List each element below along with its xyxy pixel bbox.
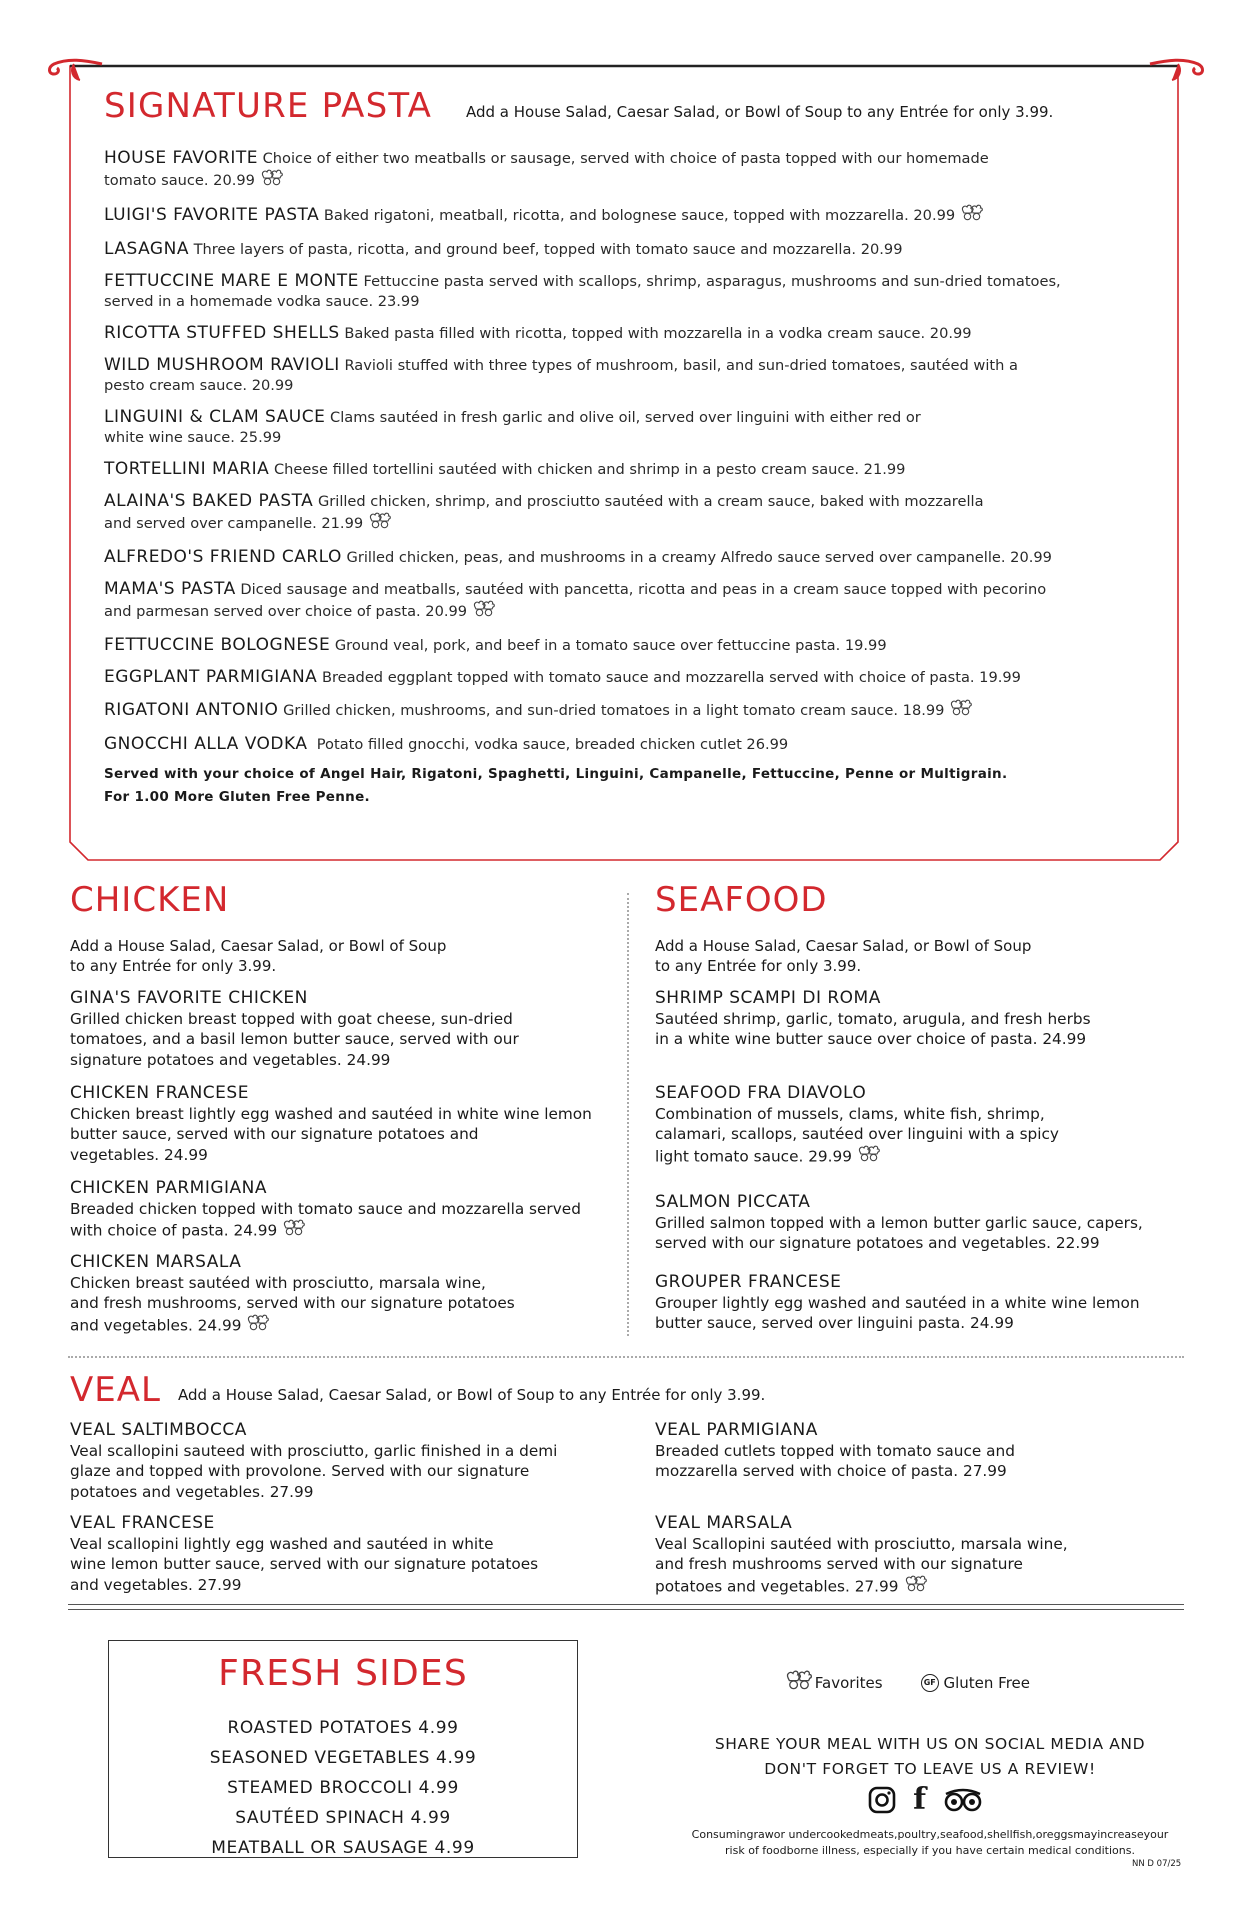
note-line: Add a House Salad, Caesar Salad, or Bowl of Soup <box>655 937 1032 955</box>
item-name: CHICKEN MARSALA <box>70 1252 242 1272</box>
pasta-choices: Served with your choice of Angel Hair, Rigatoni, Spaghetti, Linguini, Campanelle, Fettuccine, Penne or Multigrain. <box>104 766 1008 782</box>
menu-item <box>70 1083 592 1165</box>
legend-favorites: Favorites <box>814 1674 883 1692</box>
legend <box>788 1672 1030 1694</box>
favorite-chef-icon <box>247 1314 269 1338</box>
item-desc-2: pesto cream sauce. 20.99 <box>104 377 294 394</box>
double-rule <box>68 1604 1184 1610</box>
favorite-chef-icon <box>786 1670 812 1696</box>
menu-code: NN D 07/25 <box>1132 1859 1182 1869</box>
item-name: EGGPLANT PARMIGIANA <box>104 667 318 687</box>
menu-item <box>104 355 1134 396</box>
favorite-chef-icon <box>950 699 972 723</box>
item-desc-2: served in a homemade vodka sauce. 23.99 <box>104 293 420 310</box>
signature-pasta-list <box>104 148 1134 766</box>
item-desc: Baked rigatoni, meatball, ricotta, and bolognese sauce, topped with mozzarella. 20.99 <box>323 207 956 224</box>
item-desc: Grilled chicken, peas, and mushrooms in a creamy Alfredo sauce served over campanelle. 20.99 <box>346 549 1052 566</box>
item-desc: Choice of either two meatballs or sausage, served with choice of pasta topped with our homemade <box>262 150 989 167</box>
item-desc: Fettuccine pasta served with scallops, shrimp, asparagus, mushrooms and sun-dried tomatoes, <box>363 273 1061 290</box>
pasta-choice-note <box>104 763 1134 809</box>
item-desc-2: white wine sauce. 25.99 <box>104 429 282 446</box>
menu-item <box>70 1178 581 1243</box>
favorite-chef-icon <box>961 204 983 228</box>
item-name: LINGUINI & CLAM SAUCE <box>104 407 326 427</box>
instagram-icon[interactable] <box>868 1786 896 1814</box>
menu-item <box>104 579 1134 624</box>
item-name: FETTUCCINE BOLOGNESE <box>104 635 331 655</box>
legend-gluten-free: Gluten Free <box>943 1674 1030 1692</box>
item-name: VEAL FRANCESE <box>70 1513 215 1533</box>
item-desc: Grouper lightly egg washed and sautéed in a white wine lemon <box>655 1293 1140 1312</box>
section-divider <box>68 1356 1184 1358</box>
menu-item <box>104 407 1134 448</box>
item-desc: Clams sautéed in fresh garlic and olive oil, served over linguini with either red or <box>330 409 921 426</box>
menu-item <box>104 459 1134 480</box>
item-name: VEAL PARMIGIANA <box>655 1420 818 1440</box>
item-desc: Baked pasta filled with ricotta, topped with mozzarella in a vodka cream sauce. 20.99 <box>344 325 972 342</box>
item-desc: potatoes and vegetables. 27.99 <box>70 1482 314 1501</box>
item-name: CHICKEN FRANCESE <box>70 1083 249 1103</box>
left-flourish-icon <box>44 58 104 84</box>
item-desc-2: and parmesan served over choice of pasta. 20.99 <box>104 603 468 620</box>
menu-item <box>655 988 1091 1050</box>
item-name: LUIGI'S FAVORITE PASTA <box>104 205 320 225</box>
item-desc: and fresh mushrooms served with our signature <box>655 1555 1023 1573</box>
item-desc: Grilled salmon topped with a lemon butter garlic sauce, capers, <box>655 1213 1143 1232</box>
menu-item <box>104 667 1134 688</box>
menu-item <box>70 1420 557 1502</box>
menu-item <box>70 1252 515 1337</box>
side-item: STEAMED BROCCOLI 4.99 <box>227 1778 459 1798</box>
note-line: Add a House Salad, Caesar Salad, or Bowl of Soup <box>70 937 447 955</box>
social-share-note <box>680 1732 1180 1782</box>
menu-item <box>70 1513 538 1595</box>
fresh-sides-title: FRESH SIDES <box>218 1653 468 1694</box>
menu-item <box>70 988 519 1070</box>
note-line: to any Entrée for only 3.99. <box>70 957 277 975</box>
favorite-chef-icon <box>905 1575 927 1599</box>
item-name: GNOCCHI ALLA VODKA <box>104 734 308 754</box>
item-desc: wine lemon butter sauce, served with our signature potatoes <box>70 1555 539 1573</box>
chicken-salad-note <box>70 936 446 976</box>
fresh-sides-box <box>108 1640 578 1858</box>
side-item: SEASONED VEGETABLES 4.99 <box>209 1748 477 1768</box>
menu-item <box>104 204 1134 228</box>
side-item: MEATBALL OR SAUSAGE 4.99 <box>211 1838 475 1858</box>
item-desc: with choice of pasta. 24.99 <box>70 1221 278 1240</box>
disclaimer-line: Consumingrawor undercookedmeats,poultry,seafood,shellfish,oreggsmayincreaseyour <box>691 1828 1169 1841</box>
item-desc: tomatoes, and a basil lemon butter sauce, served with our <box>70 1030 519 1048</box>
veal-salad-note: Add a House Salad, Caesar Salad, or Bowl of Soup to any Entrée for only 3.99. <box>178 1386 766 1404</box>
item-name: ALAINA'S BAKED PASTA <box>104 491 314 511</box>
food-safety-disclaimer <box>660 1827 1200 1859</box>
item-desc: Veal Scallopini sautéed with prosciutto, marsala wine, <box>655 1534 1068 1553</box>
gluten-free-upcharge: For 1.00 More Gluten Free Penne. <box>104 789 370 805</box>
item-name: VEAL MARSALA <box>655 1513 793 1533</box>
item-desc: and fresh mushrooms, served with our signature potatoes <box>70 1294 515 1312</box>
item-desc: vegetables. 24.99 <box>70 1145 208 1164</box>
item-desc: Chicken breast lightly egg washed and sautéed in white wine lemon <box>70 1104 592 1123</box>
menu-item <box>104 491 1134 536</box>
item-name: LASAGNA <box>104 239 189 259</box>
favorite-chef-icon <box>473 600 495 624</box>
item-desc: Grilled chicken breast topped with goat cheese, sun-dried <box>70 1009 513 1028</box>
item-name: WILD MUSHROOM RAVIOLI <box>104 355 340 375</box>
item-desc: Breaded chicken topped with tomato sauce and mozzarella served <box>70 1199 581 1218</box>
item-desc: glaze and topped with provolone. Served with our signature <box>70 1462 530 1480</box>
favorite-chef-icon <box>261 169 283 193</box>
item-desc: Combination of mussels, clams, white fish, shrimp, <box>655 1104 1045 1123</box>
item-desc: butter sauce, served over linguini pasta. 24.99 <box>655 1314 1014 1332</box>
menu-item <box>104 148 1134 193</box>
item-desc: Grilled chicken, mushrooms, and sun-dried tomatoes in a light tomato cream sauce. 18.99 <box>283 702 945 719</box>
item-desc: and vegetables. 24.99 <box>70 1315 242 1334</box>
item-desc: Veal scallopini sauteed with prosciutto, garlic finished in a demi <box>70 1441 558 1460</box>
menu-item <box>104 699 1134 723</box>
item-desc: Cheese filled tortellini sautéed with chicken and shrimp in a pesto cream sauce. 21.99 <box>273 461 906 478</box>
seafood-title: SEAFOOD <box>655 880 828 920</box>
social-icons <box>868 1782 983 1817</box>
item-desc: calamari, scallops, sautéed over linguini with a spicy <box>655 1125 1059 1143</box>
menu-item <box>104 271 1134 312</box>
menu-item <box>104 635 1134 656</box>
signature-pasta-title: SIGNATURE PASTA <box>104 86 433 126</box>
item-desc: Ravioli stuffed with three types of mushroom, basil, and sun-dried tomatoes, sautéed with a <box>344 357 1018 374</box>
menu-item <box>655 1420 1015 1482</box>
tripadvisor-icon[interactable] <box>943 1786 983 1814</box>
item-desc: in a white wine butter sauce over choice of pasta. 24.99 <box>655 1030 1087 1048</box>
item-name: SEAFOOD FRA DIAVOLO <box>655 1083 867 1103</box>
fresh-sides-list <box>109 1713 577 1863</box>
item-desc: served with our signature potatoes and vegetables. 22.99 <box>655 1234 1100 1252</box>
item-desc: Breaded eggplant topped with tomato sauce and mozzarella served with choice of pasta. 19.99 <box>321 669 1021 686</box>
seafood-salad-note <box>655 936 1031 976</box>
menu-item <box>104 547 1134 568</box>
menu-item <box>655 1192 1143 1254</box>
right-flourish-icon <box>1148 58 1208 84</box>
favorite-chef-icon <box>283 1219 305 1243</box>
item-desc: signature potatoes and vegetables. 24.99 <box>70 1050 391 1069</box>
share-line: SHARE YOUR MEAL WITH US ON SOCIAL MEDIA AND <box>714 1735 1146 1753</box>
side-item: SAUTÉED SPINACH 4.99 <box>235 1808 451 1828</box>
gluten-free-icon: GF <box>921 1674 939 1692</box>
item-desc-2: tomato sauce. 20.99 <box>104 172 255 189</box>
item-name: HOUSE FAVORITE <box>104 148 258 168</box>
menu-item <box>104 734 1134 755</box>
item-name: MAMA'S PASTA <box>104 579 236 599</box>
veal-title: VEAL <box>70 1370 161 1410</box>
item-desc: butter sauce, served with our signature potatoes and <box>70 1125 479 1143</box>
item-desc-2: and served over campanelle. 21.99 <box>104 515 364 532</box>
signature-salad-note: Add a House Salad, Caesar Salad, or Bowl of Soup to any Entrée for only 3.99. <box>466 103 1054 121</box>
item-name: RIGATONI ANTONIO <box>104 700 279 720</box>
menu-item <box>655 1513 1068 1598</box>
item-desc: Chicken breast sautéed with prosciutto, marsala wine, <box>70 1273 486 1292</box>
item-name: SHRIMP SCAMPI DI ROMA <box>655 988 881 1008</box>
share-line: DON'T FORGET TO LEAVE US A REVIEW! <box>764 1760 1096 1778</box>
menu-item <box>655 1083 1059 1168</box>
item-name: GINA'S FAVORITE CHICKEN <box>70 988 308 1008</box>
item-name: RICOTTA STUFFED SHELLS <box>104 323 340 343</box>
item-desc: Veal scallopini lightly egg washed and sautéed in white <box>70 1534 494 1553</box>
item-desc: potatoes and vegetables. 27.99 <box>655 1576 899 1595</box>
chicken-title: CHICKEN <box>70 880 230 920</box>
item-name: FETTUCCINE MARE E MONTE <box>104 271 359 291</box>
menu-item <box>104 239 1134 260</box>
item-desc: light tomato sauce. 29.99 <box>655 1146 852 1165</box>
item-desc: Three layers of pasta, ricotta, and ground beef, topped with tomato sauce and mozzarella. 20.99 <box>193 241 903 258</box>
disclaimer-line: risk of foodborne illness, especially if you have certain medical conditions. <box>725 1844 1135 1857</box>
item-desc: Grilled chicken, shrimp, and prosciutto sautéed with a cream sauce, baked with mozzarella <box>317 493 984 510</box>
item-desc: Breaded cutlets topped with tomato sauce and <box>655 1441 1015 1460</box>
item-desc: mozzarella served with choice of pasta. 27.99 <box>655 1462 1007 1480</box>
item-name: ALFREDO'S FRIEND CARLO <box>104 547 342 567</box>
item-name: VEAL SALTIMBOCCA <box>70 1420 247 1440</box>
item-desc: Sautéed shrimp, garlic, tomato, arugula, and fresh herbs <box>655 1009 1091 1028</box>
item-desc: Ground veal, pork, and beef in a tomato sauce over fettuccine pasta. 19.99 <box>334 637 887 654</box>
item-name: SALMON PICCATA <box>655 1192 811 1212</box>
item-name: TORTELLINI MARIA <box>104 459 270 479</box>
menu-item <box>104 323 1134 344</box>
item-name: GROUPER FRANCESE <box>655 1272 842 1292</box>
side-item: ROASTED POTATOES 4.99 <box>227 1718 459 1738</box>
facebook-icon[interactable]: f <box>913 1782 926 1817</box>
favorite-chef-icon <box>369 512 391 536</box>
favorite-chef-icon <box>858 1145 880 1169</box>
item-desc: and vegetables. 27.99 <box>70 1575 242 1594</box>
item-name: CHICKEN PARMIGIANA <box>70 1178 267 1198</box>
note-line: to any Entrée for only 3.99. <box>655 957 862 975</box>
menu-item <box>655 1272 1140 1334</box>
item-desc: Diced sausage and meatballs, sautéed with pancetta, ricotta and peas in a cream sauce topped with pecorino <box>240 581 1047 598</box>
item-desc: Potato filled gnocchi, vodka sauce, breaded chicken cutlet 26.99 <box>316 736 789 753</box>
column-divider <box>627 893 629 1336</box>
